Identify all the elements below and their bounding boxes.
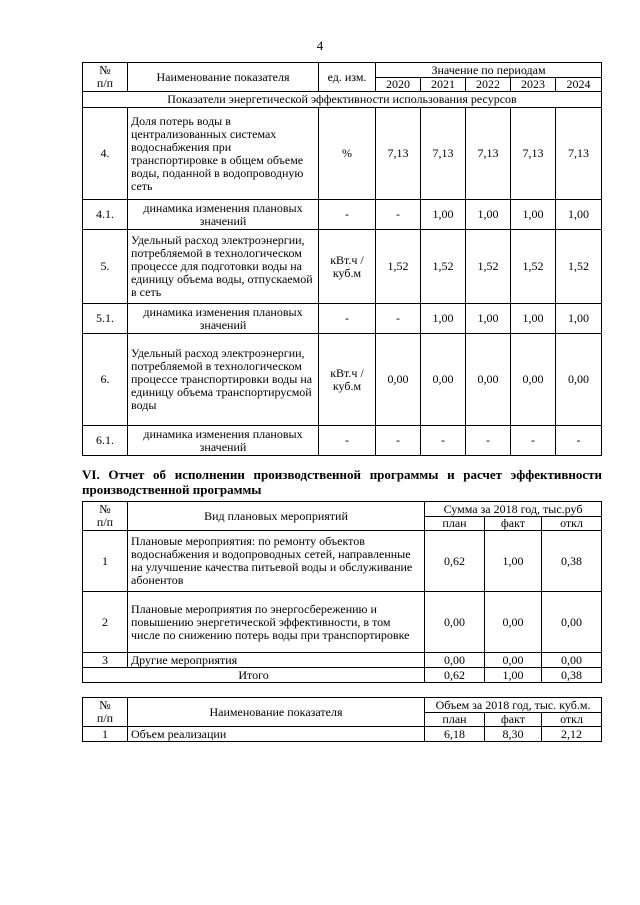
row-dev: 0,38 — [542, 531, 602, 592]
table-row — [83, 531, 602, 592]
row-value: - — [376, 304, 421, 334]
row-value: 0,00 — [421, 334, 466, 426]
row-value: - — [376, 200, 421, 230]
row-name: динамика изменения плановых значений — [128, 426, 319, 456]
row-plan: 0,62 — [425, 531, 485, 592]
row-value: 7,13 — [511, 108, 556, 200]
row-value: 1,00 — [421, 304, 466, 334]
row-fact: 0,00 — [485, 592, 542, 653]
table-row — [83, 592, 602, 653]
row-value: 1,00 — [556, 304, 602, 334]
header-num: № п/п — [83, 502, 128, 531]
row-value: 1,52 — [421, 230, 466, 304]
row-fact: 1,00 — [485, 531, 542, 592]
header-periods: Значение по периодам — [376, 63, 602, 78]
performance-indicators-table — [82, 62, 602, 456]
program-execution-table — [82, 501, 602, 683]
row-fact: 8,30 — [485, 727, 542, 742]
header-volume: Объем за 2018 год, тыс. куб.м. — [425, 698, 602, 713]
header-year: 2021 — [421, 78, 466, 92]
row-value: 1,00 — [511, 200, 556, 230]
header-sum: Сумма за 2018 год, тыс.руб — [425, 502, 602, 517]
row-num: 6.1. — [83, 426, 128, 456]
group-title: Показатели энергетической эффективности использования ресурсов — [83, 92, 602, 108]
row-num: 2 — [83, 592, 128, 653]
row-num: 3 — [83, 653, 128, 668]
row-value: 7,13 — [466, 108, 511, 200]
row-plan: 0,00 — [425, 653, 485, 668]
total-dev: 0,38 — [542, 668, 602, 683]
header-name: Наименование показателя — [128, 63, 319, 92]
header-plan: план — [425, 517, 485, 531]
header-num: № п/п — [83, 698, 128, 727]
row-num: 4. — [83, 108, 128, 200]
row-num: 1 — [83, 531, 128, 592]
row-value: - — [511, 426, 556, 456]
row-value: 1,00 — [466, 200, 511, 230]
row-value: 0,00 — [556, 334, 602, 426]
row-value: 7,13 — [376, 108, 421, 200]
row-value: 1,00 — [556, 200, 602, 230]
header-year: 2020 — [376, 78, 421, 92]
row-name: динамика изменения плановых значений — [128, 304, 319, 334]
table-row — [83, 334, 602, 426]
header-year: 2024 — [556, 78, 602, 92]
table-row — [83, 108, 602, 200]
row-num: 5. — [83, 230, 128, 304]
total-plan: 0,62 — [425, 668, 485, 683]
row-value: 1,52 — [376, 230, 421, 304]
total-row — [83, 668, 602, 683]
row-unit: - — [319, 426, 376, 456]
row-value: - — [466, 426, 511, 456]
row-value: 1,00 — [466, 304, 511, 334]
row-value: 7,13 — [556, 108, 602, 200]
row-value: 0,00 — [466, 334, 511, 426]
row-value: 1,52 — [556, 230, 602, 304]
row-dev: 0,00 — [542, 653, 602, 668]
header-num: № п/п — [83, 63, 128, 92]
row-plan: 6,18 — [425, 727, 485, 742]
table-row — [83, 200, 602, 230]
row-name: Плановые мероприятия: по ремонту объектов водоснабжения и водопроводных сетей, направленные на улучшение качества питьевой воды и обслуживание абонентов — [128, 531, 425, 592]
row-name: Удельный расход электроэнергии, потребляемой в технологическом процессе транспортировки воды на единицу объема транспортирусмой воды — [128, 334, 319, 426]
table-row — [83, 426, 602, 456]
header-plan: план — [425, 713, 485, 727]
row-value: - — [556, 426, 602, 456]
row-value: 1,52 — [511, 230, 556, 304]
total-label: Итого — [83, 668, 425, 683]
row-unit: кВт.ч / куб.м — [319, 230, 376, 304]
header-year: 2022 — [466, 78, 511, 92]
row-num: 4.1. — [83, 200, 128, 230]
total-fact: 1,00 — [485, 668, 542, 683]
row-unit: - — [319, 200, 376, 230]
row-value: 0,00 — [511, 334, 556, 426]
header-dev: откл — [542, 713, 602, 727]
row-value: 7,13 — [421, 108, 466, 200]
header-name: Наименование показателя — [128, 698, 425, 727]
page-number: 4 — [316, 38, 324, 53]
row-plan: 0,00 — [425, 592, 485, 653]
row-name: Другие мероприятия — [128, 653, 425, 668]
header-dev: откл — [542, 517, 602, 531]
table-row — [83, 727, 602, 742]
row-value: - — [376, 426, 421, 456]
row-unit: кВт.ч / куб.м — [319, 334, 376, 426]
header-fact: факт — [485, 517, 542, 531]
row-num: 5.1. — [83, 304, 128, 334]
row-name: Доля потерь воды в централизованных системах водоснабжения при транспортировке в общем объеме воды, поданной в водопроводную сеть — [128, 108, 319, 200]
sales-volume-table — [82, 697, 602, 742]
section-heading: VI. Отчет об исполнении производственной программы и расчет эффективности производственной программы — [82, 467, 602, 497]
header-name: Вид плановых мероприятий — [128, 502, 425, 531]
row-value: 1,00 — [421, 200, 466, 230]
header-unit: ед. изм. — [319, 63, 376, 92]
row-name: Плановые мероприятия по энергосбережению и повышению энергетической эффективности, в том числе по снижению потерь воды при транспортировке — [128, 592, 425, 653]
row-name: динамика изменения плановых значений — [128, 200, 319, 230]
header-year: 2023 — [511, 78, 556, 92]
row-dev: 0,00 — [542, 592, 602, 653]
row-unit: - — [319, 304, 376, 334]
row-value: 0,00 — [376, 334, 421, 426]
table-row — [83, 304, 602, 334]
row-name: Удельный расход электроэнергии, потребляемой в технологическом процессе для подготовки воды на единицу объема воды, отпускаемой в сеть — [128, 230, 319, 304]
row-value: 1,52 — [466, 230, 511, 304]
row-value: - — [421, 426, 466, 456]
row-num: 6. — [83, 334, 128, 426]
row-name: Объем реализации — [128, 727, 425, 742]
header-fact: факт — [485, 713, 542, 727]
table-row — [83, 653, 602, 668]
row-num: 1 — [83, 727, 128, 742]
table-row — [83, 230, 602, 304]
row-dev: 2,12 — [542, 727, 602, 742]
row-fact: 0,00 — [485, 653, 542, 668]
row-unit: % — [319, 108, 376, 200]
row-value: 1,00 — [511, 304, 556, 334]
